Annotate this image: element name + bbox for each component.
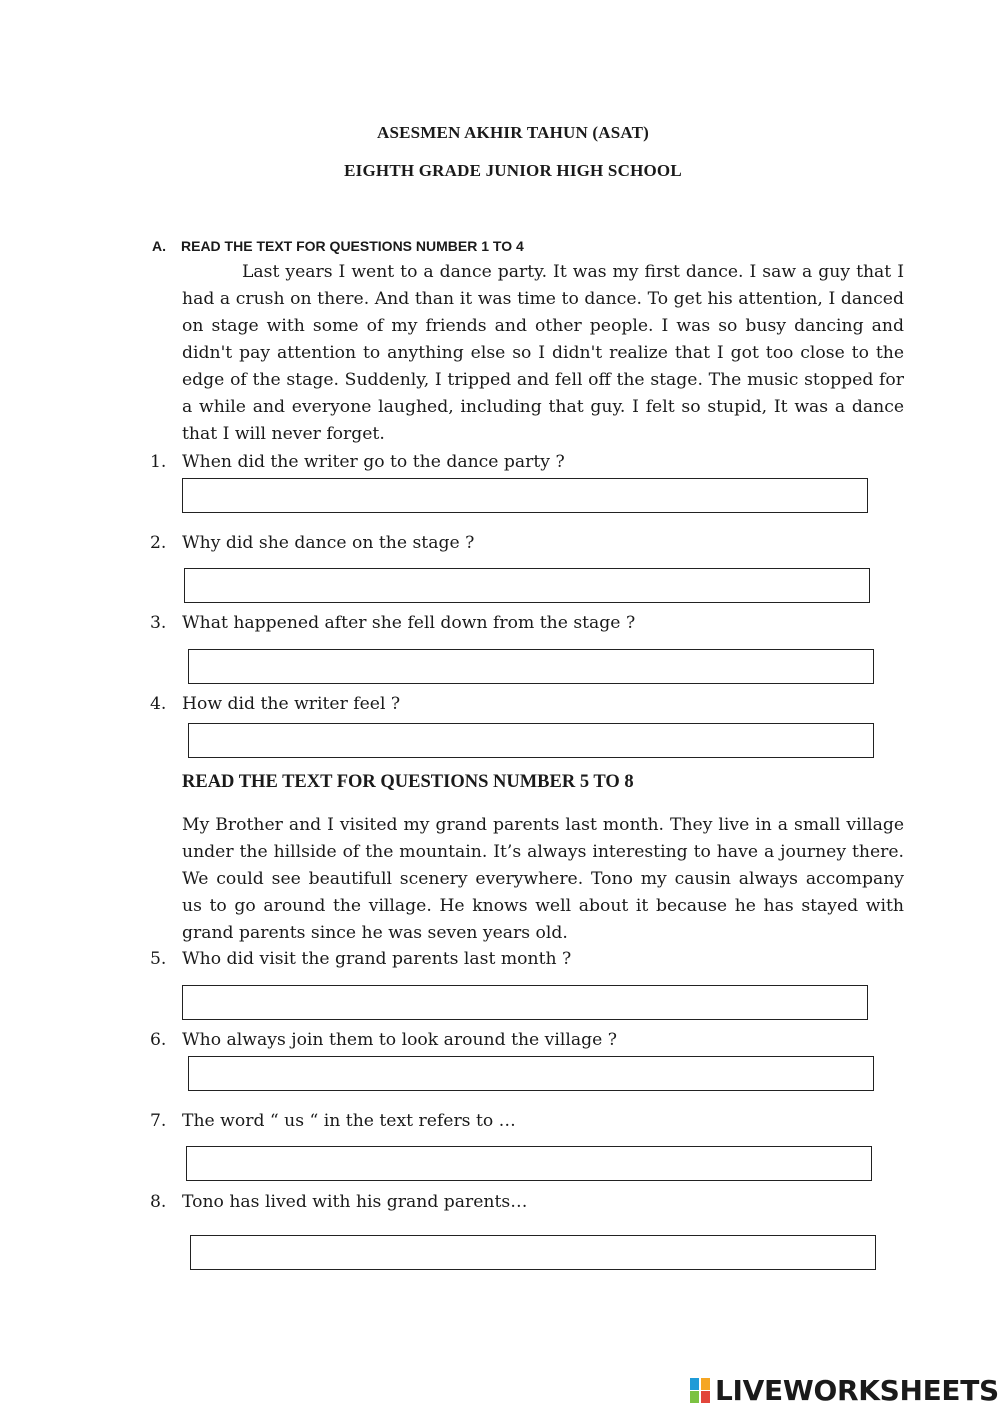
question-number: 7. bbox=[150, 1111, 167, 1131]
question-1 bbox=[150, 449, 565, 476]
answer-box-5[interactable] bbox=[182, 985, 868, 1020]
question-text: Tono has lived with his grand parents… bbox=[182, 1192, 528, 1212]
page-title: ASESMEN AKHIR TAHUN (ASAT) bbox=[376, 123, 650, 142]
brand-name: LIVEWORKSHEETS bbox=[715, 1373, 999, 1407]
question-2 bbox=[150, 530, 474, 557]
liveworksheets-logo-icon bbox=[690, 1376, 712, 1404]
question-text: The word “ us “ in the text refers to … bbox=[182, 1111, 516, 1131]
reading-passage-1: Last years I went to a dance party. It was my first dance. I saw a guy that I had a crush on there. And than it was time to dance. To get his attention, I danced on stage with some of my friends and other people. I was so busy dancing and didn't pay attention to anything else so I didn't realize that I got too close to the edge of the stage. Suddenly, I tripped and fell off the stage. The music stopped for a while and everyone laughed, including that guy. I felt so stupid, It was a dance that I will never forget. bbox=[182, 262, 904, 444]
question-7 bbox=[150, 1108, 516, 1135]
answer-box-7[interactable] bbox=[186, 1146, 872, 1181]
answer-box-4[interactable] bbox=[188, 723, 874, 758]
question-number: 1. bbox=[150, 452, 167, 472]
question-number: 4. bbox=[150, 694, 167, 714]
question-5 bbox=[150, 946, 571, 973]
question-4 bbox=[150, 691, 400, 718]
question-number: 6. bbox=[150, 1030, 167, 1050]
question-number: 3. bbox=[150, 613, 167, 633]
question-number: 8. bbox=[150, 1192, 167, 1212]
question-3 bbox=[150, 610, 635, 637]
section-a-heading-text: READ THE TEXT FOR QUESTIONS NUMBER 1 TO 4 bbox=[181, 238, 524, 254]
question-number: 5. bbox=[150, 949, 167, 969]
question-text: When did the writer go to the dance party ? bbox=[182, 452, 565, 472]
question-text: How did the writer feel ? bbox=[182, 694, 401, 714]
question-text: What happened after she fell down from the stage ? bbox=[182, 613, 636, 633]
question-8 bbox=[150, 1189, 527, 1216]
page-subtitle: EIGHTH GRADE JUNIOR HIGH SCHOOL bbox=[344, 161, 682, 180]
question-text: Who did visit the grand parents last month ? bbox=[182, 949, 572, 969]
answer-box-1[interactable] bbox=[182, 478, 868, 513]
question-number: 2. bbox=[150, 533, 167, 553]
liveworksheets-brand bbox=[690, 1372, 999, 1408]
answer-box-3[interactable] bbox=[188, 649, 874, 684]
section-b-heading: READ THE TEXT FOR QUESTIONS NUMBER 5 TO 8 bbox=[182, 772, 634, 792]
question-text: Why did she dance on the stage ? bbox=[182, 533, 475, 553]
answer-box-6[interactable] bbox=[188, 1056, 874, 1091]
reading-passage-2: My Brother and I visited my grand parents last month. They live in a small village under the hillside of the mountain. It’s always interesting to have a journey there. We could see beautifull scenery everywhere. Tono my causin always accompany us to go around the village. He knows well about it because he has stayed with grand parents since he was seven years old. bbox=[182, 815, 904, 943]
question-6 bbox=[150, 1027, 617, 1054]
section-a-heading bbox=[152, 238, 524, 254]
answer-box-2[interactable] bbox=[184, 568, 870, 603]
answer-box-8[interactable] bbox=[190, 1235, 876, 1270]
section-a-letter: A. bbox=[152, 238, 166, 254]
question-text: Who always join them to look around the village ? bbox=[182, 1030, 617, 1050]
